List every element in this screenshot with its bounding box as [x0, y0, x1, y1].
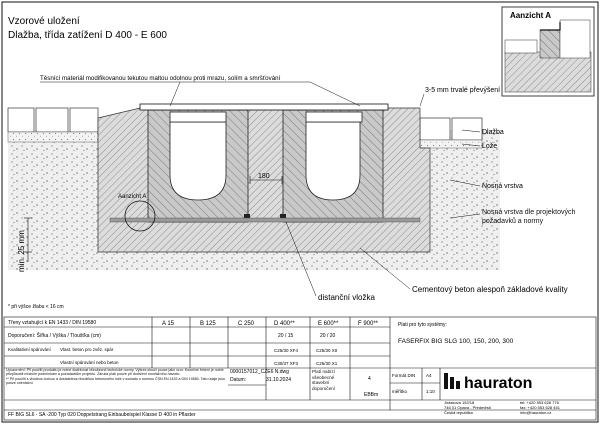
date-label: Datum: — [230, 377, 247, 383]
class-a15: A 15 — [162, 321, 175, 327]
table-r4c1: Vlast. beton pro zvěz. spár — [60, 347, 114, 352]
class-b125: B 125 — [200, 321, 216, 327]
paving-left — [8, 108, 98, 142]
date: 31.10.2024 — [266, 377, 292, 383]
code-3: C30/37 XF3 — [274, 361, 299, 366]
class-f900: F 900** — [358, 321, 379, 327]
channel-body-1 — [148, 110, 248, 222]
company-phone-1: tel: +420 553 628 776 — [520, 400, 559, 405]
channel-body-2 — [283, 110, 383, 222]
sealing-note: Těsnící materiál modifikovanou tekutou maltou odolnou proti mrazu, solím a smršťování — [40, 75, 281, 82]
code-1: C25/30 XF4 — [274, 348, 299, 353]
class-c250: C 250 — [238, 321, 255, 327]
author: EBBm — [364, 392, 379, 398]
title-line-1: Vzorové uložení — [8, 16, 80, 27]
title-line-2: Dlažba, třída zatížení D 400 - E 600 — [8, 30, 167, 41]
format-value: A4 — [426, 373, 432, 378]
grate-line — [140, 104, 388, 110]
class-e600: E 600** — [318, 321, 339, 327]
hauraton-logo — [444, 373, 532, 392]
general-note: Platí nabízí všeobecné stavební doporučení — [312, 369, 335, 391]
company-addr-3: Česká republika — [444, 410, 473, 415]
e-small: 20 / 20 — [320, 333, 336, 339]
product: FASERFIX BIG SLG 100, 150, 200, 300 — [398, 338, 514, 345]
min-depth-label: min. 25 mm — [17, 230, 26, 272]
sheet-number: 4 — [368, 376, 371, 382]
scale-label: měřítko — [392, 389, 408, 394]
bottom-line: FF BIG SL6 - SA -200 Typ 020 Doppelstrang Einbaubeispiel Klasse D 400 in Pflaster — [8, 412, 196, 418]
concrete-label: Cementový beton alespoň základové kvality — [412, 285, 568, 294]
table-r2c1: Doporučení: Šířka / Výška / Tloušťka (cm) — [8, 333, 101, 339]
bearing-layer-label: Nosná vrstva — [482, 183, 523, 190]
product-label: Plati pro tyto systémy: — [398, 322, 447, 328]
doc-number: 0000157012_CZE6 N.dwg — [230, 369, 289, 375]
dim-180: 180 — [258, 173, 270, 180]
company-phone-2: fax: +420 553 628 451 — [520, 405, 560, 410]
table-notes: Upozornění: Při použití produktu je nutné dodržovat všeobecné technické normy. Výkres slouží pouze jako vzor. Konečné řešení je nutné přizpůsobit místním podmínkám a požadavkům projektu. Záruka platí pouze při dodržení montážního návodu. ** Při použití s vhodnou kotvou a dostatečnou tloušťkou betonového lože v souladu s normou ČSN EN 1433 a DIN 19580. Tato údaje jsou pouze orientační. — [6, 368, 225, 386]
table-r3c1: Kvalitativní spárování — [8, 347, 51, 352]
base-layer-line — [110, 218, 420, 222]
company-addr-1: Jiráskova 152/18 — [444, 400, 475, 405]
format-label: Formát DIN — [392, 373, 416, 378]
bed-label: Lože — [482, 143, 498, 150]
company-email: info@hauraton.cz — [520, 410, 552, 415]
footnote: * při výšce žlabu < 16 cm — [8, 304, 64, 310]
company-addr-2: 746 01 Opava - Předměstí — [444, 405, 491, 410]
company-name: hauraton — [464, 375, 533, 392]
code-4: C25/30 X1 — [316, 361, 338, 366]
distance-strip-label: distanční vložka — [318, 293, 375, 302]
overhang-note: 3-5 mm trvalé převýšení — [425, 87, 501, 94]
code-2: C25/30 X0 — [316, 348, 338, 353]
table-r1c1: Třeny vztahující k EN 1433 / DIN 19580 — [8, 320, 97, 326]
class-d400: D 400** — [274, 321, 295, 327]
paving-label: Dlažba — [482, 129, 504, 136]
d-small: 20 / 15 — [278, 333, 294, 339]
callout-a-label: Aanzicht A — [118, 194, 147, 200]
detail-label: Aanzicht A — [510, 11, 552, 20]
table-r5c1: Vlastní spárování nebo beton — [60, 360, 119, 365]
detail-view-a — [502, 7, 594, 96]
bearing-layer-project-label: Nosná vrstva dle projektových požadavků a normy — [482, 209, 576, 225]
scale-value: 1:10 — [426, 389, 435, 394]
